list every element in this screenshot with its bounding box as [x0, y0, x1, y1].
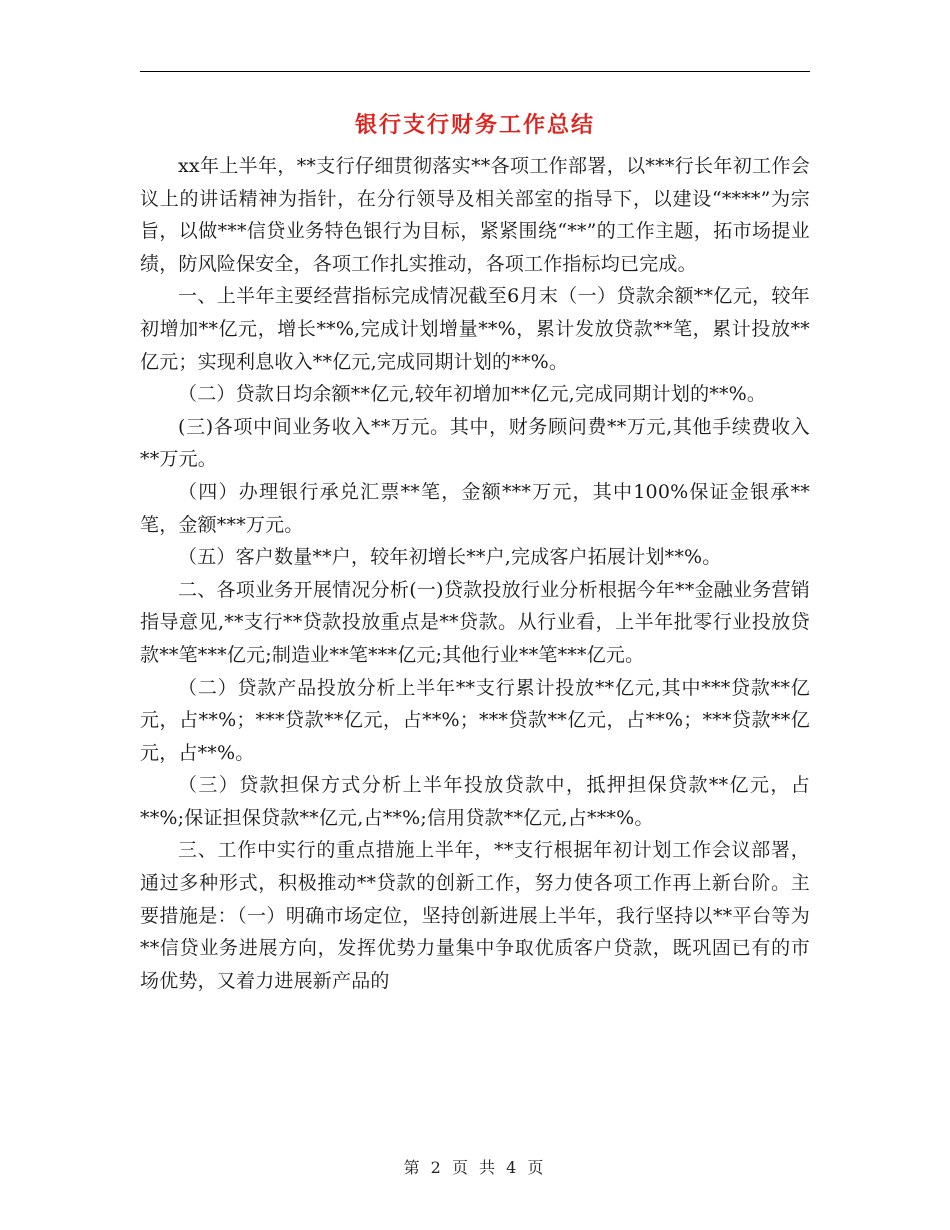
page-number: 第 2 页 共 4 页	[403, 1158, 547, 1177]
paragraph-1-3: (三)各项中间业务收入**万元。其中，财务顾问费**万元,其他手续费收入**万元。	[140, 415, 810, 471]
document-title: 银行支行财务工作总结	[354, 113, 595, 138]
paragraph-1-2: （二）贷款日均余额**亿元,较年初增加**亿元,完成同期计划的**%。	[178, 383, 767, 406]
paragraph-section-1: 一、上半年主要经营指标完成情况截至6月末（一）贷款余额**亿元，较年初增加**亿元，增长**%,完成计划增量**%，累计发放贷款**笔，累计投放**亿元；实现利息收入**亿元,完成同期计划的**%。	[140, 285, 810, 373]
header-rule	[140, 71, 810, 72]
paragraph-section-3: 三、工作中实行的重点措施上半年，**支行根据年初计划工作会议部署，通过多种形式，积极推动**贷款的创新工作，努力使各项工作再上新台阶。主要措施是：（一）明确市场定位，坚持创新进展上半年，我行坚持以**平台等为**信贷业务进展方向，发挥优势力量集中争取优质客户贷款，既巩固已有的市场优势，又着力进展新产品的	[140, 839, 810, 992]
paragraph-section-2: 二、各项业务开展情况分析(一)贷款投放行业分析根据今年**金融业务营销指导意见,**支行**贷款投放重点是**贷款。从行业看，上半年批零行业投放贷款**笔***亿元;制造业**笔***亿元;其他行业**笔***亿元。	[140, 578, 810, 666]
paragraph-intro: xx年上半年，**支行仔细贯彻落实**各项工作部署，以***行长年初工作会议上的讲话精神为指针，在分行领导及相关部室的指导下，以建设“****”为宗旨，以做***信贷业务特色银行为目标，紧紧围绕“**”的工作主题，拓市场提业绩，防风险保安全，各项工作扎实推动，各项工作指标均已完成。	[140, 155, 810, 275]
paragraph-1-4: （四）办理银行承兑汇票**笔，金额***万元，其中100%保证金银承**笔，金额***万元。	[140, 480, 810, 536]
paragraph-2-3: （三）贷款担保方式分析上半年投放贷款中，抵押担保贷款**亿元，占**%;保证担保贷款**亿元,占**%;信用贷款**亿元,占***%。	[140, 774, 810, 829]
document-body	[140, 150, 810, 997]
paragraph-2-2: （二）贷款产品投放分析上半年**支行累计投放**亿元,其中***贷款**亿元，占**%；***贷款**亿元，占**%；***贷款**亿元，占**%；***贷款**亿元，占**%。	[140, 676, 810, 764]
paragraph-1-5: （五）客户数量**户，较年初增长**户,完成客户拓展计划**%。	[178, 546, 722, 569]
